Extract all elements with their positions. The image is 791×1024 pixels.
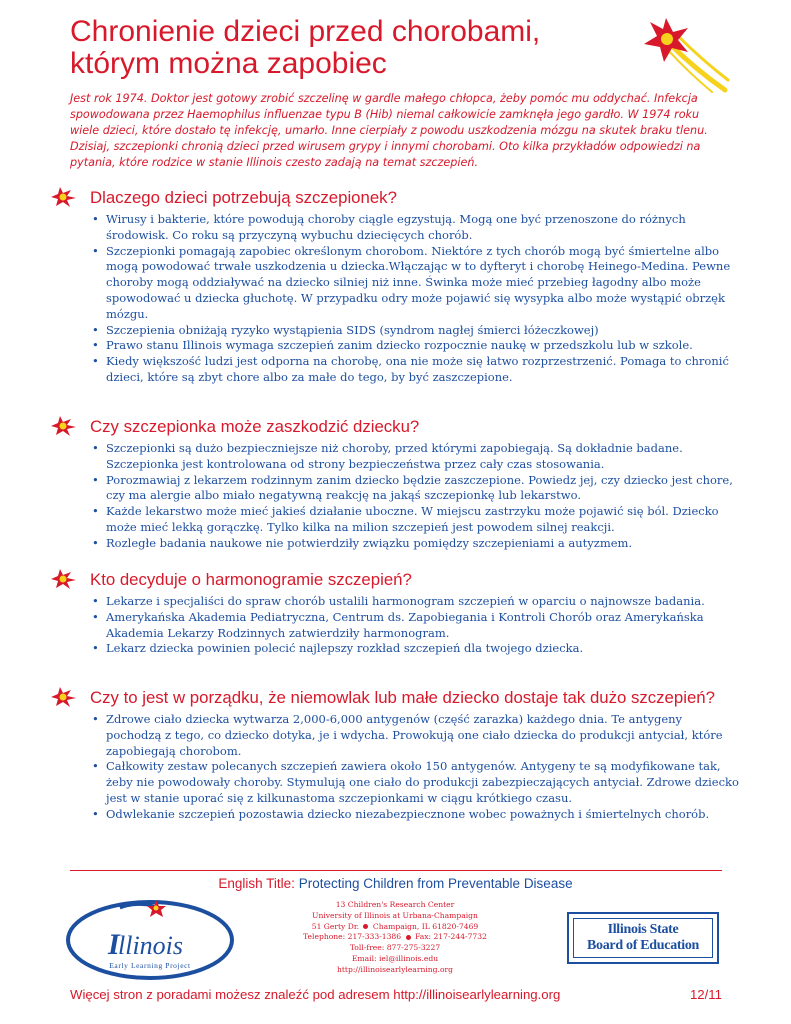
section-heading: [50, 570, 740, 590]
title-line-1: Chronienie dzieci przed chorobami,: [70, 15, 541, 48]
section-heading: [50, 688, 740, 708]
footer-date: 12/11: [689, 987, 722, 1002]
star-bullet-icon: [50, 415, 78, 437]
address-street: 51 Gerty Dr.: [311, 921, 360, 931]
star-bullet-icon: [50, 686, 78, 708]
bullet-list: [50, 441, 740, 552]
list-item: • Szczepionki są dużo bezpieczniejsze niż choroby, przed którymi zapobiegają. Są dokładnie badane. Szczepionka jest kontrolowana od strony bezpieczeństwa przez cały czas stosowania.: [92, 441, 740, 473]
section-schedule: [50, 570, 740, 657]
isbe-line-1: Illinois State: [607, 922, 679, 937]
address-line: 13 Children's Research Center: [335, 900, 455, 909]
address-email: Email: iel@illinois.edu: [351, 953, 439, 963]
bullet-list: [50, 594, 740, 657]
isbe-logo: [567, 912, 719, 964]
section-heading: [50, 188, 740, 208]
list-item: • Każde lekarstwo może mieć jakieś działanie uboczne. W miejscu zastrzyku może pojawić się ból. Dziecko może mieć lekką gorączkę. Tylko kilka na milion szczepień jest powodem silnej reakcji.: [92, 504, 740, 536]
address-fax: Fax: 217-244-7732: [414, 932, 487, 942]
section-title: Czy to jest w porządku, że niemowlak lub małe dziecko dostaje tak dużo szczepień?: [90, 688, 715, 707]
section-vaccine-harm: [50, 417, 740, 552]
list-item: • Odwlekanie szczepień pozostawia dziecko niezabezpiecznone wobec poważnych i śmiertelnych chorób.: [92, 807, 740, 823]
isbe-line-2: Board of Education: [586, 938, 700, 953]
page-title: [70, 16, 630, 80]
list-item: • Porozmawiaj z lekarzem rodzinnym zanim dziecko będzie zaszczepione. Powiedz jej, czy dziecko jest chore, czy ma alergie albo miało negatywną reakcję na jakąś szczepionkę lub lekarstwo.: [92, 473, 740, 505]
list-item: • Rozległe badania naukowe nie potwierdziły związku pomiędzy szczepieniami a autyzmem.: [92, 536, 740, 552]
footer-text: Więcej stron z poradami możesz znaleźć pod adresem http://illinoisearlylearning.org: [70, 987, 561, 1002]
address-line: [280, 932, 510, 943]
section-many-vaccines: [50, 688, 740, 823]
logo-subtitle: Early Learning Project: [109, 961, 191, 970]
list-item: • Lekarze i specjaliści do spraw chorób ustalili harmonogram szczepień w oparciu o najnowsze badania.: [92, 594, 740, 610]
list-item: • Zdrowe ciało dziecka wytwarza 2,000-6,000 antygenów (część zarazka) każdego dnia. Te antygeny pochodzą z tego, co dziecko dotyka, je i wdycha. Prowokują one ciało dziecka do produkcji antyciał, które zapobiegają chorobom.: [92, 712, 740, 759]
bullet-list: [50, 212, 740, 386]
section-title: Kto decyduje o harmonogramie szczepień?: [90, 570, 412, 589]
address-phone: Telephone: 217-333-1386: [303, 932, 402, 942]
intro-paragraph: Jest rok 1974. Doktor jest gotowy zrobić szczelinę w gardle małego chłopca, żeby pomóc mu oddychać. Infekcja spowodowana przez Haemophilus influenzae typu B (Hib) niemal całkowicie zamknęła jego gardło. W 1974 roku wiele dzieci, które dostało tę infekcję, umarło. Inne cierpiały z powodu uszkodzenia mózgu na skutek braku tlenu. Dzisiaj, szczepionki chronią dzieci przed wirusem grypy i innymi chorobami. Oto kilka przykładów odpowiedzi na pytania, które rodzice w stanie Illinois czesto zadają na temat szczepień.: [70, 92, 708, 169]
section-title: Dlaczego dzieci potrzebują szczepionek?: [90, 188, 397, 207]
list-item: • Szczepionki pomagają zapobiec określonym chorobom. Niektóre z tych chorób mogą być śmiertelne albo mogą powodować trwałe uszkodzenia u dziecka.Włączając w to dyfteryt i chorobę Heinego-Medina. Pewne choroby mogą oddziaływać na dziecko silniej niż inne. Świnka może mieć przebieg łagodny albo może spowodować u dziecka głuchotę. W przypadku odry może pojawić się wysypka albo może wystąpić obrzęk mózgu.: [92, 244, 740, 323]
address-url: http://illinoisearlylearning.org: [336, 964, 454, 974]
shooting-star-icon: [640, 14, 730, 94]
list-item: • Amerykańska Akademia Pediatryczna, Centrum ds. Zapobiegania i Kontroli Chorób oraz Amerykańska Akademia Lekarzy Rodzinnych zatwierdziły harmonogram.: [92, 610, 740, 642]
english-title-label: English Title:: [218, 876, 295, 891]
address-line: Toll-free: 877-275-3227: [349, 943, 441, 953]
list-item: • Całkowity zestaw polecanych szczepień zawiera około 150 antygenów. Antygeny te są modyfikowane tak, żeby nie powodowały choroby. Stymulują one ciało do produkcji zabezpieczających antyciał. Zdrowe dziecko jest w stanie uporać się z kilkunastoma szczepionkami w ciągu krótkiego czasu.: [92, 759, 740, 806]
section-heading: [50, 417, 740, 437]
list-item: • Kiedy większość ludzi jest odporna na chorobę, ona nie może się łatwo rozprzestrzenić. Pomaga to chronić dzieci, które są zbyt chore albo za małe do tego, by być zaszczepione.: [92, 354, 740, 386]
list-item: • Prawo stanu Illinois wymaga szczepień zanim dziecko rozpocznie naukę w przedszkolu lub w szkole.: [92, 338, 740, 354]
address-city: Champaign, IL 61820-7469: [372, 921, 479, 931]
bullet-dot-icon: [406, 935, 411, 940]
illinois-early-learning-logo: [64, 896, 236, 982]
contact-address: [280, 900, 510, 976]
divider: [70, 870, 722, 871]
section-why-vaccines: [50, 188, 740, 386]
bullet-dot-icon: [363, 924, 368, 929]
svg-text:I: I: [108, 928, 120, 961]
list-item: • Wirusy i bakterie, które powodują choroby ciągle egzystują. Mogą one być przenoszone do różnych środowisk. Co roku są przyczyną wybuchu dziecięcych chorób.: [92, 212, 740, 244]
title-line-2: którym można zapobiec: [70, 47, 387, 80]
english-title: [0, 876, 791, 891]
logo-text: llinois: [118, 931, 184, 960]
address-line: [280, 922, 510, 933]
list-item: • Lekarz dziecka powinien polecić najlepszy rozkład szczepień dla twojego dziecka.: [92, 641, 740, 657]
footer: [70, 987, 722, 1002]
bullet-list: [50, 712, 740, 823]
address-line: University of Illinois at Urbana-Champaign: [312, 910, 478, 920]
english-title-value: Protecting Children from Preventable Disease: [298, 876, 573, 891]
section-title: Czy szczepionka może zaszkodzić dziecku?: [90, 417, 420, 436]
star-bullet-icon: [50, 568, 78, 590]
list-item: • Szczepienia obniżają ryzyko wystąpienia SIDS (syndrom nagłej śmierci łóżeczkowej): [92, 323, 740, 339]
star-bullet-icon: [50, 186, 78, 208]
